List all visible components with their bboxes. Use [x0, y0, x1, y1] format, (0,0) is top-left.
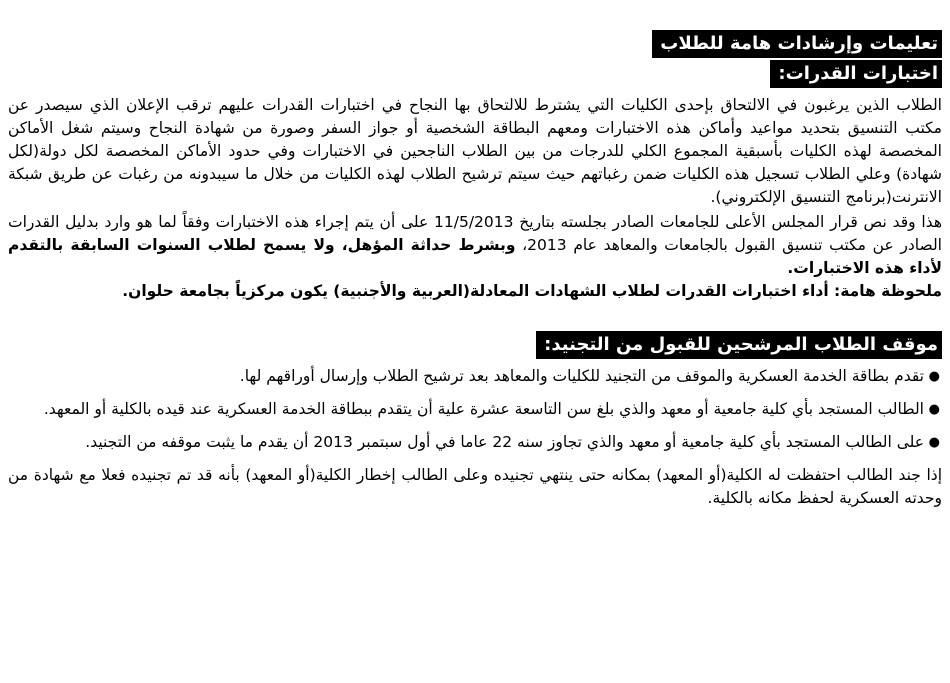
- paragraph-council-decision: [8, 211, 942, 280]
- list-item-text: على الطالب المستجد بأي كلية جامعية أو معهد والذي تجاوز سنه 22 عاما في أول سبتمبر 2013 أن يقدم ما يثبت موقفه من التجنيد.: [85, 433, 924, 451]
- section2-heading-colon: :: [544, 334, 552, 355]
- paragraph-council-decision-text: هذا وقد نص قرار المجلس الأعلى للجامعات الصادر بجلسته بتاريخ 11/5/2013 على أن يتم إجراء هذه الاختبارات وفقاً لما هو وارد بدليل القدرات الصادر عن مكتب تنسيق القبول بالجامعات والمعاهد عام 2013،: [8, 213, 942, 254]
- section2-heading-row: [8, 331, 942, 361]
- section1-heading-colon: :: [778, 63, 786, 84]
- section-spacer: [8, 303, 942, 331]
- section2-heading: [536, 331, 942, 359]
- paragraph-abilities-tests: الطلاب الذين يرغبون في الالتحاق بإحدى الكليات التي يشترط للالتحاق بها النجاح في اختبارات القدرات عليهم ترقب الإعلان الذي سيصدر عن مكتب التنسيق بتحديد مواعيد وأماكن هذه الاختبارات ومعهم البطاقة الشخصية أو جواز السفر وصورة من شهادة النجاح وسيتم شغل الأماكن المخصصة لهذه الكليات بأسبقية المجموع الكلي للدرجات من بين الطلاب الناجحين في الاختبارات وفي حدود الأماكن المخصصة لكل دولة(لكل شهادة) وعلي الطلاب تسجيل هذه الكليات ضمن رغباتهم حيث سيتم ترشيح الطلاب لهذه الكليات من خلال ما سيبدونه من رغبات عن طريق شبكة الانترنت(برنامج التنسيق الإلكتروني).: [8, 96, 942, 206]
- paragraph-council-decision-condition: وبشرط حداثة المؤهل، ولا يسمح لطلاب السنوات السابقة بالتقدم لأداء هذه الاختبارات.: [8, 236, 942, 277]
- page-title: تعليمات وإرشادات هامة للطلاب: [652, 30, 942, 58]
- bullet-icon: ●: [928, 435, 940, 450]
- important-note: ملحوظة هامة: أداء اختبارات القدرات لطلاب الشهادات المعادلة(العربية والأجنبية) يكون مركزياً بجامعة حلوان.: [122, 282, 942, 300]
- list-item-text: الطالب المستجد بأي كلية جامعية أو معهد والذي بلغ سن التاسعة عشرة علية أن يتقدم ببطاقة الخدمة العسكرية عند قيده بالكلية أو المعهد.: [43, 400, 924, 418]
- bullet-icon: ●: [928, 369, 940, 384]
- instructions-document: [8, 30, 942, 510]
- list-item: [8, 398, 940, 421]
- section1-heading-row: [8, 60, 942, 90]
- military-status-list: [8, 365, 942, 454]
- bullet-icon: ●: [928, 402, 940, 417]
- list-item: [8, 431, 940, 454]
- section1-heading-text: اختبارات القدرات: [785, 63, 938, 84]
- list-item: [8, 365, 940, 388]
- paragraph-conscription: إذا جند الطالب احتفظت له الكلية(أو المعهد) بمكانه حتى ينتهي تجنيده وعلى الطالب إخطار الكلية(أو المعهد) بأنه قد تم تجنيده فعلا مع شهادة من وحدته العسكرية لحفظ مكانه بالكلية.: [8, 466, 942, 507]
- section2-heading-text: موقف الطلاب المرشحين للقبول من التجنيد: [551, 334, 938, 355]
- title-row: [8, 30, 942, 60]
- list-item-text: تقدم بطاقة الخدمة العسكرية والموقف من التجنيد للكليات والمعاهد بعد ترشيح الطلاب وإرسال أوراقهم لها.: [239, 367, 924, 385]
- section1-heading: [770, 60, 942, 88]
